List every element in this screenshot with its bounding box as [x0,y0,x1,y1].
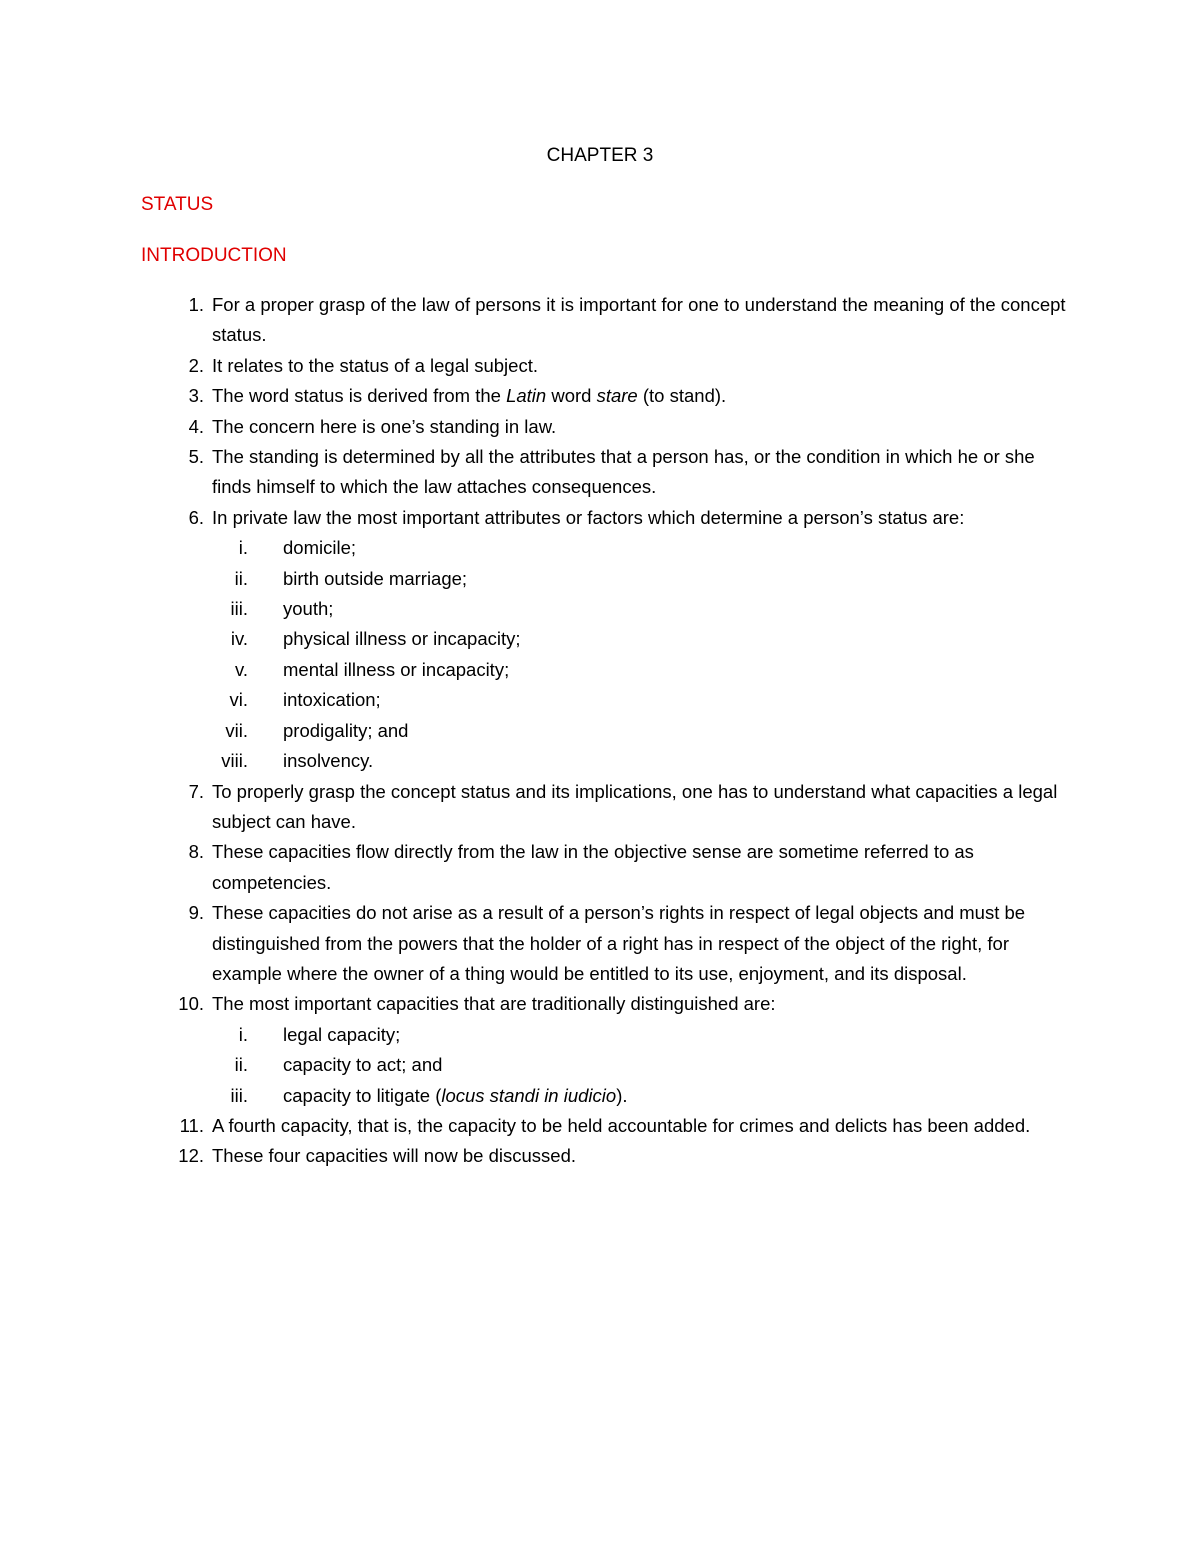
sublist-item [0,594,1200,624]
sublist-item-text-part: ). [616,1084,628,1106]
subsection-heading: INTRODUCTION [141,245,287,266]
sublist-item-text: youth; [283,598,334,620]
list-item-text-part: The word status is derived from the [212,385,507,407]
sublist-item-text: legal capacity; [283,1023,401,1045]
list-item-text: These capacities do not arise as a result of a person’s rights in respect of legal objects and must be distinguished from the powers that the holder of a right has in respect of the object of the right, for example where the owner of a thing would be entitled to its use, enjoyment, and its disposal. [212,902,1026,984]
sublist-item-number: vii. [225,719,248,741]
sublist-item-text: mental illness or incapacity; [283,658,510,680]
list-item-number: 11. [179,1114,204,1136]
list-item-number: 12. [178,1145,204,1167]
sublist-item-number: iv. [230,628,248,650]
list-item [0,989,1200,1019]
sublist-item-text: insolvency. [283,750,374,772]
sublist-item-number: i. [238,537,248,559]
sublist-item [0,655,1200,685]
sublist-item-number: ii. [234,1054,248,1076]
list-item [0,412,1200,442]
list-item-number: 6. [188,506,204,528]
list-item-number: 1. [188,294,204,315]
list-item-text: For a proper grasp of the law of persons it is important for one to understand the meaning of the concept status. [212,294,1066,346]
list-item [0,503,1200,533]
sublist-item [0,1020,1200,1050]
list-item-number: 7. [188,780,204,802]
sublist-item [0,716,1200,746]
list-item-text: The most important capacities that are traditionally distinguished are: [212,993,776,1015]
sublist-item-text: physical illness or incapacity; [283,628,521,650]
list-item-text: To properly grasp the concept status and its implications, one has to understand what capacities a legal subject can have. [212,780,1058,832]
list-item-text: These four capacities will now be discussed. [212,1145,577,1167]
sublist-item-text: domicile; [283,537,356,559]
sublist-item-number: ii. [234,567,248,589]
sublist-item [0,624,1200,654]
sublist-item-text: capacity to act; and [283,1054,443,1076]
sublist-item-number: vi. [229,689,248,711]
sublist-item-number: iii. [230,598,248,620]
sublist-item-number: i. [238,1023,248,1045]
sublist-item [0,564,1200,594]
sublist-item [0,1050,1200,1080]
numbered-list [0,290,1200,1172]
chapter-title: CHAPTER 3 [546,145,654,166]
list-item [0,837,1200,898]
list-item [0,351,1200,381]
list-item-text: These capacities flow directly from the law in the objective sense are sometime referred to as competencies. [212,841,974,893]
list-item [0,1141,1200,1171]
list-item-text: The standing is determined by all the attributes that a person has, or the condition in which he or she finds himself to which the law attaches consequences. [212,446,1035,498]
list-item [0,442,1200,503]
list-item [0,381,1200,411]
section-heading: STATUS [141,194,214,215]
sublist-item-text: birth outside marriage; [283,567,468,589]
list-item-text: The concern here is one’s standing in law. [212,415,557,437]
sublist-item [0,533,1200,563]
list-item [0,777,1200,838]
sublist-item-number: v. [234,658,248,680]
italic-term: Latin [506,385,547,407]
sublist-item [0,746,1200,776]
sublist-item [0,1081,1200,1111]
list-item-text-part: word [546,385,597,407]
list-item [0,1111,1200,1141]
list-item-number: 8. [188,841,204,863]
sublist-item-text-part: capacity to litigate ( [283,1084,442,1106]
list-item-number: 10. [178,993,204,1015]
list-item [0,290,1200,351]
list-item-text: It relates to the status of a legal subject. [212,354,538,376]
sublist-item [0,685,1200,715]
list-item-number: 5. [188,446,204,468]
sublist-item-text: intoxication; [283,689,381,711]
sublist-item-text: prodigality; and [283,719,409,741]
list-item [0,898,1200,989]
list-item-text: A fourth capacity, that is, the capacity to be held accountable for crimes and delicts has been added. [212,1114,1031,1136]
italic-term: stare [596,385,638,407]
list-item-number: 3. [188,385,204,407]
list-item-text-part: (to stand). [637,385,727,407]
list-item-text: In private law the most important attributes or factors which determine a person’s status are: [212,506,965,528]
italic-term: locus standi in iudicio [441,1084,617,1106]
list-item-number: 9. [188,902,204,924]
sublist-item-number: viii. [221,750,248,772]
list-item-number: 4. [188,415,204,437]
list-item-number: 2. [188,354,204,376]
sublist-item-number: iii. [230,1084,248,1106]
